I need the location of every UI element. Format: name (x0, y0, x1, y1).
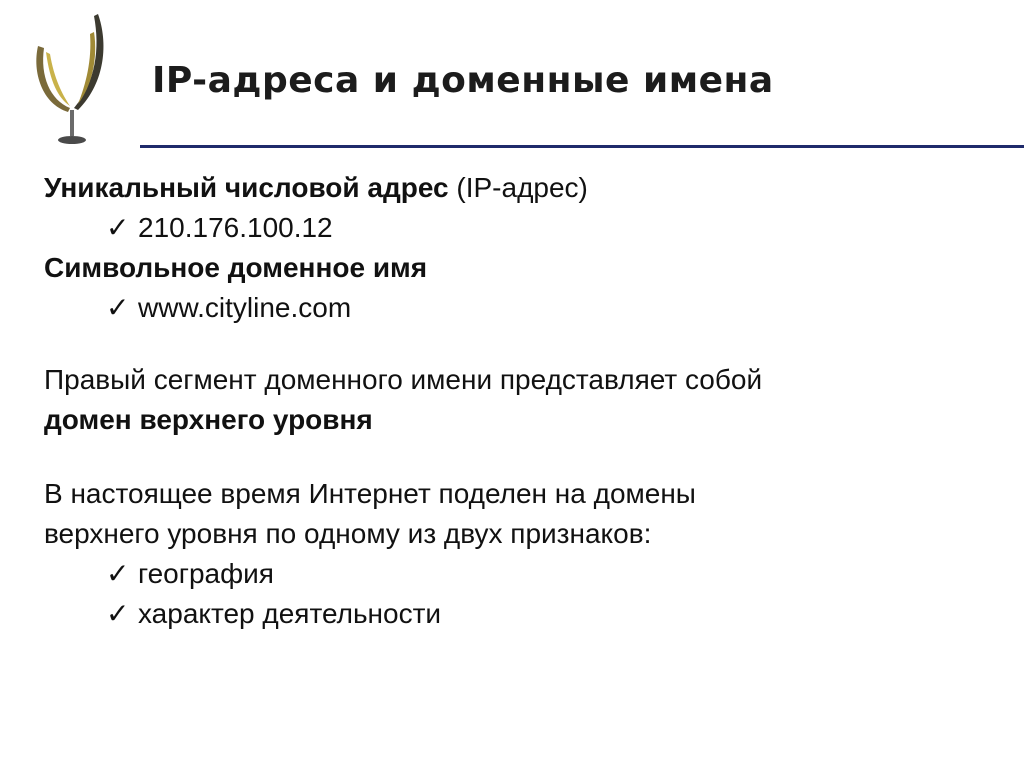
title-divider (140, 145, 1024, 148)
list-item (44, 554, 1004, 594)
checkmark-icon: ✓ (106, 598, 130, 629)
division-line-1: В настоящее время Интернет поделен на домены (44, 478, 696, 509)
unique-address-label: Уникальный числовой адрес (44, 172, 449, 203)
domain-example: www.cityline.com (138, 292, 352, 323)
list-item (44, 288, 1004, 328)
checkmark-icon: ✓ (106, 212, 130, 243)
unique-address-line (44, 168, 1004, 208)
criterion-geography: география (138, 558, 274, 589)
division-line-2: верхнего уровня по одному из двух признаков: (44, 518, 652, 549)
list-item (44, 594, 1004, 634)
checkmark-icon: ✓ (106, 292, 130, 323)
list-item (44, 208, 1004, 248)
top-level-emphasis: домен верхнего уровня (44, 404, 373, 435)
ip-example: 210.176.100.12 (138, 212, 333, 243)
checkmark-icon: ✓ (106, 558, 130, 589)
domain-name-label: Символьное доменное имя (44, 252, 428, 283)
page-title: IP-адреса и доменные имена (152, 60, 774, 101)
top-level-text: Правый сегмент доменного имени представляет собой (44, 364, 763, 395)
slide-body (44, 168, 1004, 634)
unique-address-suffix: (IP-адрес) (448, 172, 588, 203)
wine-glass-icon (24, 12, 120, 152)
criterion-activity: характер деятельности (138, 598, 442, 629)
